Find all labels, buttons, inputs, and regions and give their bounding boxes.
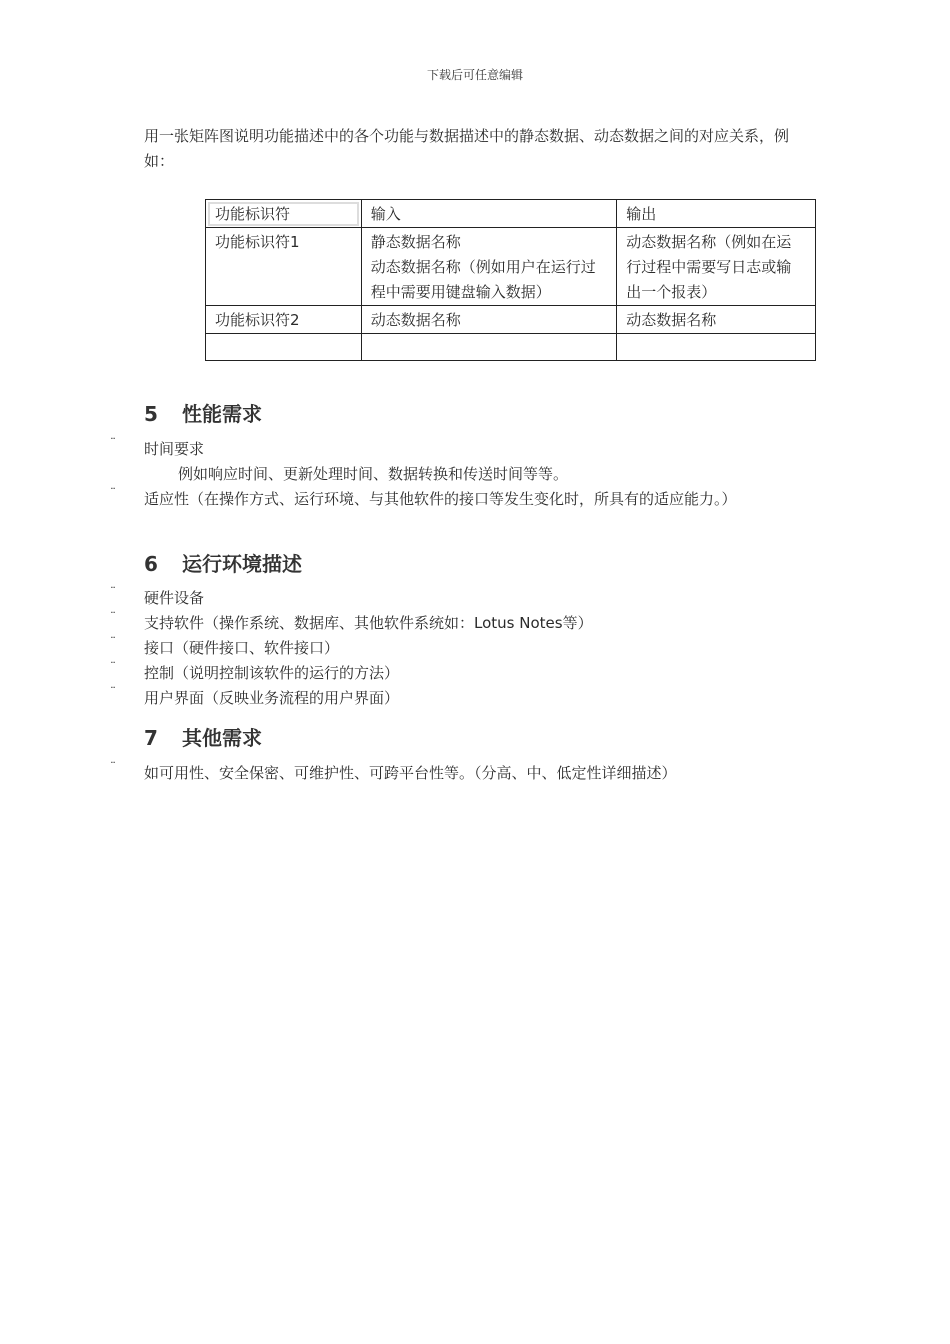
section-heading-environment (144, 548, 302, 577)
table-header-row (206, 200, 816, 228)
header-cell-output: 输出 (617, 200, 816, 228)
list-item-text: 硬件设备 (144, 589, 205, 607)
section-heading-performance (144, 398, 262, 427)
cell-function-id (206, 306, 362, 334)
cell-output: 动态数据名称（例如在运行过程中需要写日志或输出一个报表） (617, 228, 816, 306)
performance-list (0, 437, 950, 512)
text-segment: 支持软件（操作系统、数据库、其他软件系统如： (144, 614, 475, 632)
section-title: 其他需求 (182, 726, 262, 750)
bullet-mark: ¨ (110, 610, 116, 624)
software-name: Lotus Notes (474, 614, 563, 632)
section-number: 7 (144, 726, 158, 750)
bullet-mark: ¨ (110, 486, 116, 500)
bullet-mark: ¨ (110, 660, 116, 674)
list-item-text: 如可用性、安全保密、可维护性、可跨平台性等。（分高、中、低定性详细描述） (144, 764, 677, 782)
list-item (0, 686, 950, 711)
bullet-mark: ¨ (110, 585, 116, 599)
list-item (0, 636, 950, 661)
function-id-number: 1 (290, 233, 300, 251)
list-item (0, 586, 950, 611)
bullet-mark: ¨ (110, 436, 116, 450)
empty-cell (361, 334, 617, 361)
section-title: 性能需求 (182, 402, 262, 426)
list-item-text: 用户界面（反映业务流程的用户界面） (144, 689, 400, 707)
function-id-prefix: 功能标识符 (215, 233, 291, 251)
header-cell-function-id: 功能标识符 (206, 200, 362, 228)
list-item-text: 时间要求 (144, 440, 205, 458)
list-item-detail: 例如响应时间、更新处理时间、数据转换和传送时间等等。 (178, 465, 569, 483)
table-row (206, 228, 816, 306)
section-heading-other (144, 722, 262, 751)
function-data-matrix-table (205, 199, 816, 361)
cell-input (361, 306, 617, 334)
list-item-text: 适应性（在操作方式、运行环境、与其他软件的接口等发生变化时，所具有的适应能力。） (144, 490, 737, 508)
table-row (206, 306, 816, 334)
empty-cell (617, 334, 816, 361)
section-number: 5 (144, 402, 158, 426)
function-id-prefix: 功能标识符 (215, 311, 291, 329)
bullet-mark: ¨ (110, 685, 116, 699)
text-segment: 等） (562, 614, 593, 632)
list-item (0, 611, 950, 636)
list-item (0, 761, 950, 786)
input-line: 静态数据名称 (370, 233, 461, 251)
bullet-mark: ¨ (110, 760, 116, 774)
environment-list (0, 586, 950, 711)
list-item (0, 661, 950, 686)
list-item (0, 437, 950, 462)
cell-function-id (206, 228, 362, 306)
cell-output: 动态数据名称 (617, 306, 816, 334)
cell-input (361, 228, 617, 306)
page-header: 下载后可任意编辑 (426, 68, 523, 82)
other-requirements-list (0, 761, 950, 786)
intro-paragraph: 用一张矩阵图说明功能描述中的各个功能与数据描述中的静态数据、动态数据之间的对应关系，例如： (144, 127, 790, 170)
section-title: 运行环境描述 (182, 552, 302, 576)
input-line: 动态数据名称 (370, 311, 461, 329)
header-cell-input: 输入 (361, 200, 617, 228)
section-number: 6 (144, 552, 158, 576)
table-row-empty (206, 334, 816, 361)
list-item-text: 控制（说明控制该软件的运行的方法） (144, 664, 400, 682)
empty-cell (206, 334, 362, 361)
function-id-number: 2 (290, 311, 300, 329)
list-item (0, 487, 950, 512)
bullet-mark: ¨ (110, 635, 116, 649)
list-item-text: 接口（硬件接口、软件接口） (144, 639, 340, 657)
input-line: 动态数据名称（例如用户在运行过程中需要用键盘输入数据） (370, 258, 596, 301)
list-item-text (144, 611, 769, 636)
